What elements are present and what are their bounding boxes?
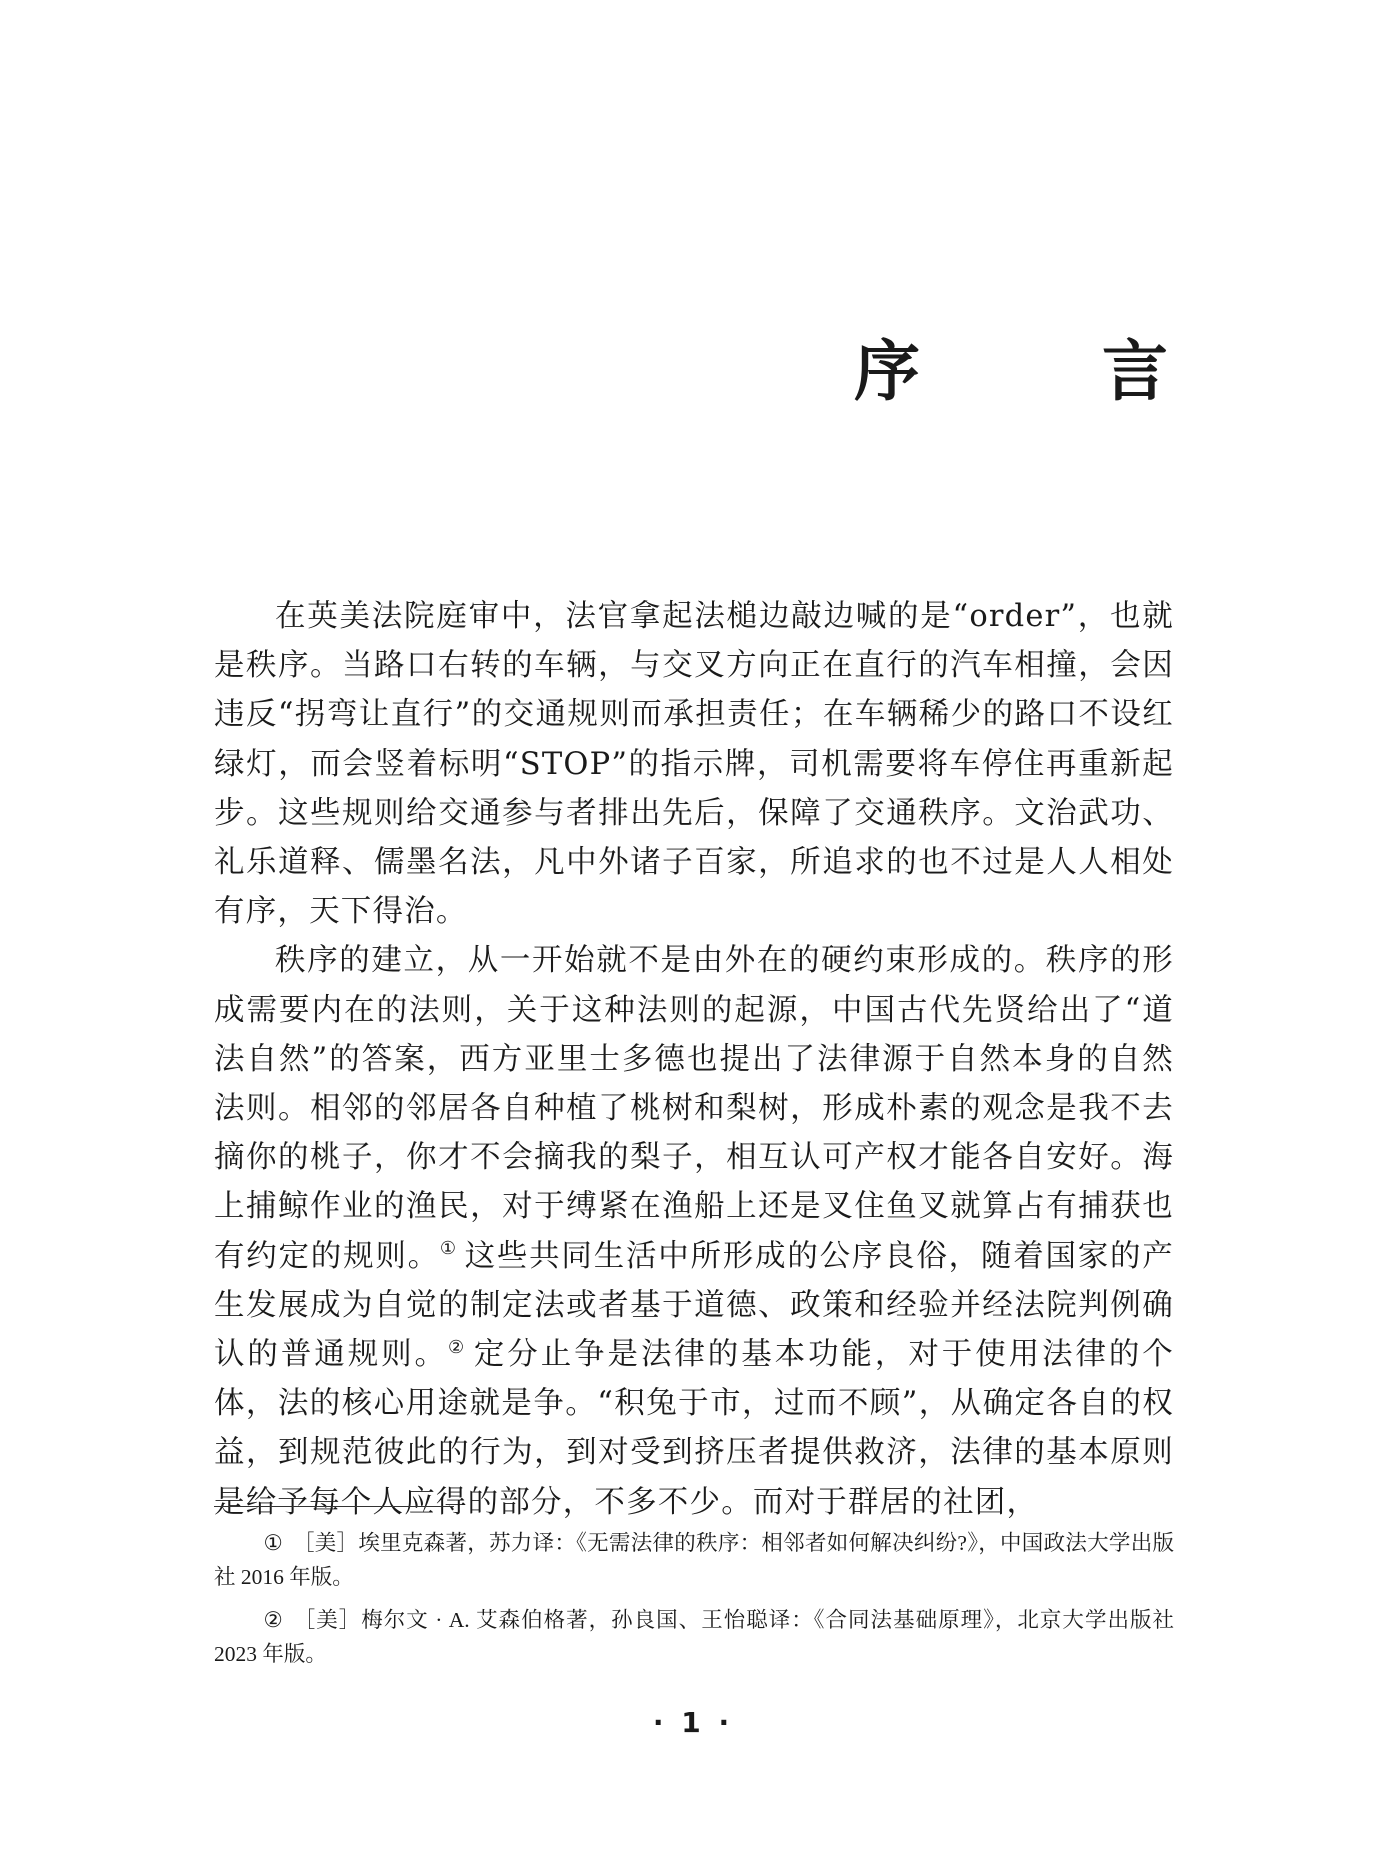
footnote-1	[214, 1526, 1174, 1594]
footnote-1-text: ［美］埃里克森著，苏力译：《无需法律的秩序：相邻者如何解决纠纷?》，中国政法大学出版社 2016 年版。	[214, 1531, 1174, 1589]
footnote-1-mark: ①	[263, 1531, 283, 1555]
footnotes	[214, 1526, 1174, 1680]
page-title: 序 言	[854, 332, 1226, 410]
body-text	[214, 592, 1174, 1527]
paragraph-2-part-3: 定分止争是法律的基本功能，对于使用法律的个体，法的核心用途就是争。“积兔于市，过而不顾”，从确定各自的权益，到规范彼此的行为，到对受到挤压者提供救济，法律的基本原则是给予每个人应得的部分，不多不少。而对于群居的社团，	[214, 1337, 1175, 1520]
paragraph-2	[214, 936, 1174, 1526]
footnote-2-mark: ②	[263, 1608, 284, 1632]
paragraph-2-part-1: 秩序的建立，从一开始就不是由外在的硬约束形成的。秩序的形成需要内在的法则，关于这种法则的起源，中国古代先贤给出了“道法自然”的答案，西方亚里士多德也提出了法律源于自然本身的自然法则。相邻的邻居各自种植了桃树和梨树，形成朴素的观念是我不去摘你的桃子，你才不会摘我的梨子，相互认可产权才能各自安好。海上捕鲸作业的渔民，对于缚紧在渔船上还是叉住鱼叉就算占有捕获也有约定的规则。	[214, 943, 1174, 1274]
footnote-2	[214, 1603, 1174, 1671]
page-number: · 1 ·	[652, 1706, 734, 1739]
footnote-divider	[214, 1506, 454, 1507]
footnote-ref-2[interactable]: ②	[447, 1336, 466, 1358]
paragraph-1: 在英美法院庭审中，法官拿起法槌边敲边喊的是“order”，也就是秩序。当路口右转的车辆，与交叉方向正在直行的汽车相撞，会因违反“拐弯让直行”的交通规则而承担责任；在车辆稀少的路口不设红绿灯，而会竖着标明“STOP”的指示牌，司机需要将车停住再重新起步。这些规则给交通参与者排出先后，保障了交通秩序。文治武功、礼乐道释、儒墨名法，凡中外诸子百家，所追求的也不过是人人相处有序，天下得治。	[214, 599, 1174, 930]
footnote-ref-1[interactable]: ①	[439, 1238, 457, 1260]
footnote-2-text: ［美］梅尔文 · A. 艾森伯格著，孙良国、王怡聪译：《合同法基础原理》，北京大学出版社 2023 年版。	[214, 1608, 1174, 1666]
paragraph-2-part-2: 这些共同生活中所形成的公序良俗，随着国家的产生发展成为自觉的制定法或者基于道德、政策和经验并经法院判例确认的普通规则。	[214, 1238, 1175, 1373]
